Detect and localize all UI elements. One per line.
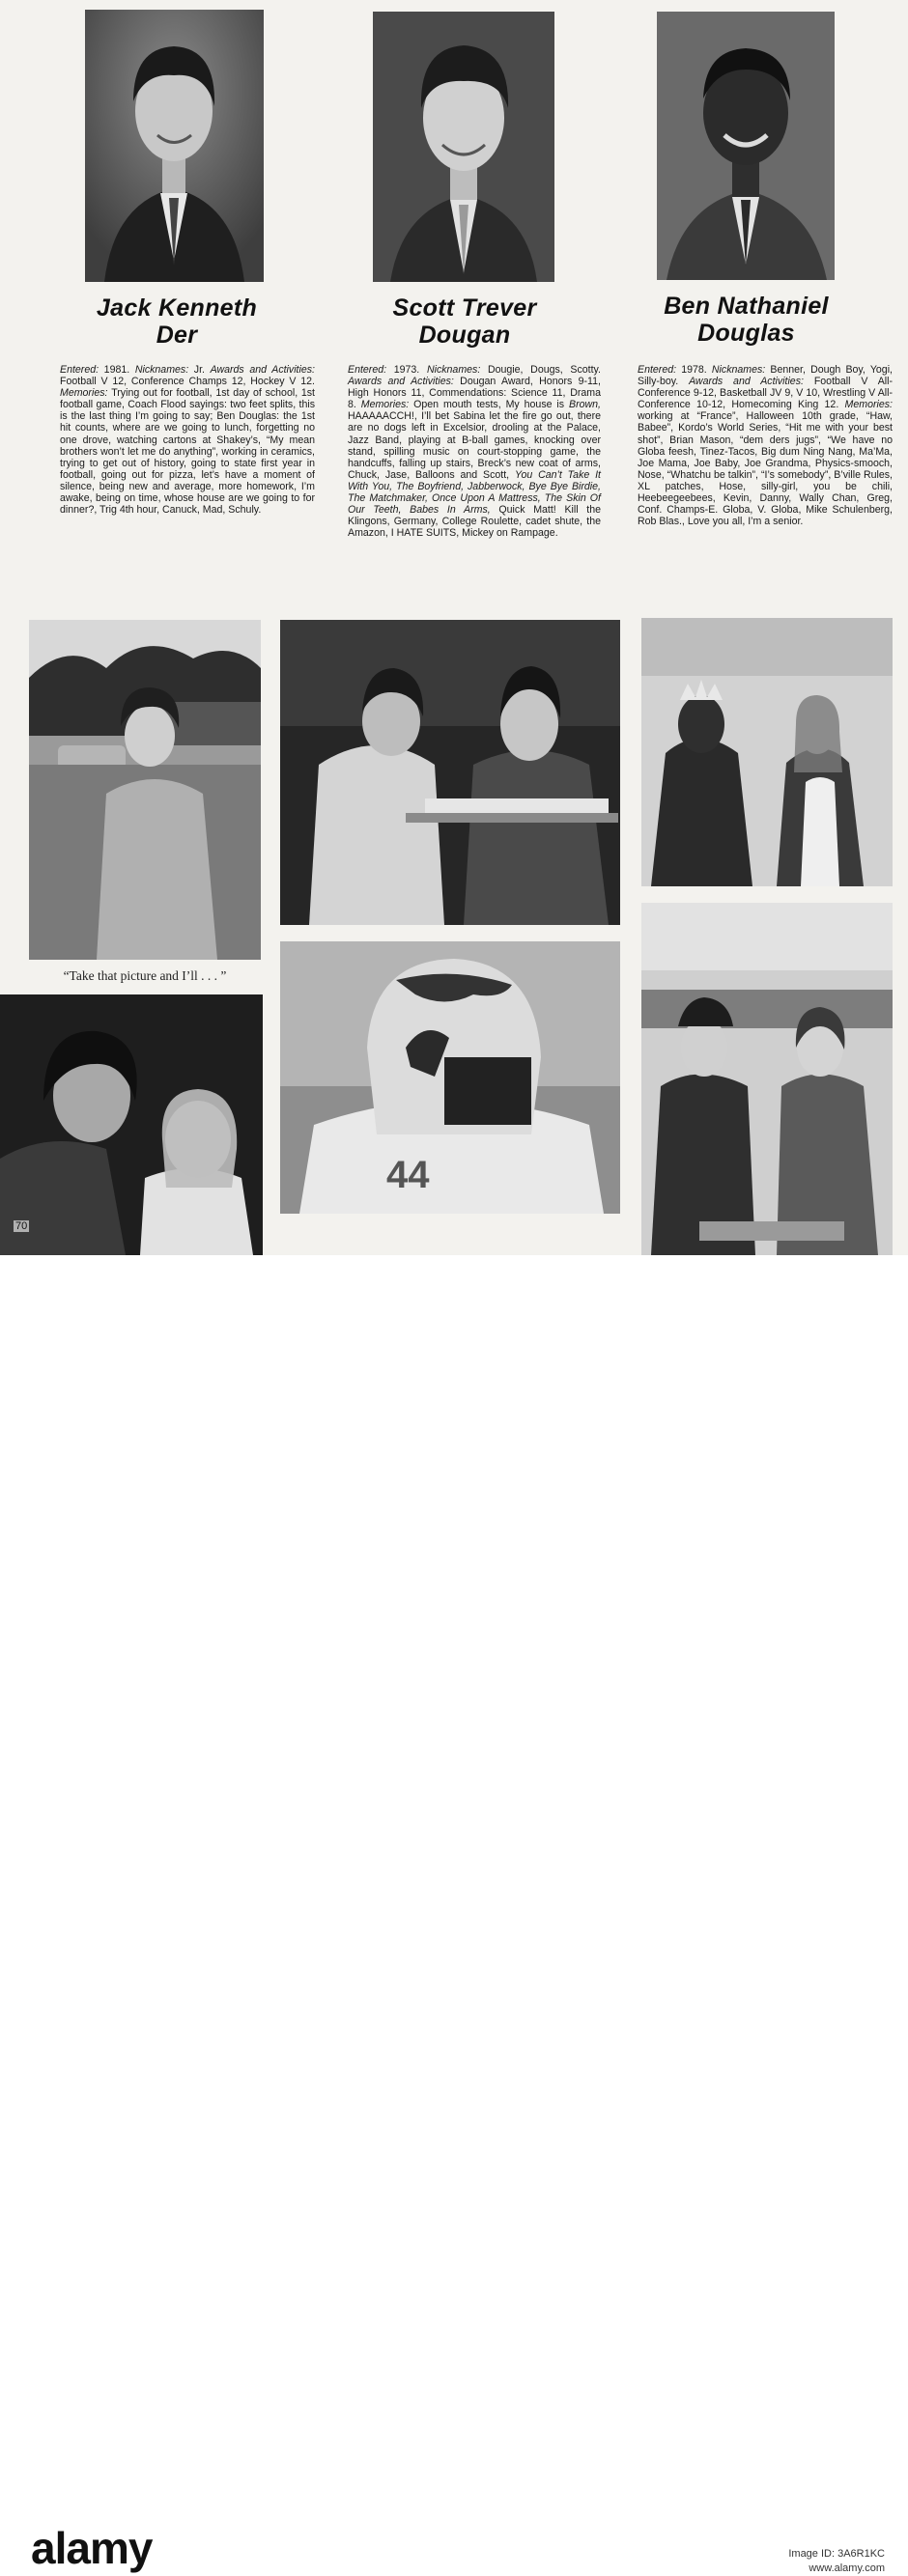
yearbook-page (0, 0, 908, 1255)
bio-segment: Trying out for football, 1st day of school, 1st football game, Coach Flood sayings: two feet splits, this is the last thing I’m going to say; Ben Douglas: the 1st hit counts, where are we going to lunch, forgetting no one drove, watching cartons at Shakey’s, “My mean brothers won’t let me do anything”, working in ceramics, trying to get out of history, going to state first year in football, going out for pizza, let’s have a moment of silence, being new and average, more homework, I’m awake, being on time, whose house are we going to for dinner?, Trig 4th hour, Canuck, Mad, Schuly. (60, 387, 316, 517)
candid-friends-hallway-photo (0, 994, 263, 1255)
bio-segment: Dougan Award, Honors 9-11, High Honors 11, Commendations: Science 11, Drama 8. (348, 376, 601, 411)
candid-students-costume-photo (641, 903, 893, 1255)
bio-segment: Entered: (638, 364, 682, 376)
name-line: Dougan (418, 322, 511, 349)
watermark-footer (0, 1255, 908, 2574)
bio-segment: Memories: (60, 387, 112, 400)
footer-meta (788, 2547, 885, 2576)
portrait-scott-dougan (373, 12, 554, 282)
senior-name-scott-dougan (363, 294, 566, 349)
candid-students-at-desk-photo (280, 620, 620, 925)
bio-segment: Quick Matt! Kill the Klingons, Germany, College Roulette, cadet shute, the Amazon, I HATE SUITS, Mickey on Rampage. (348, 504, 602, 540)
bio-segment: Memories: (844, 399, 893, 411)
name-line: Douglas (697, 320, 795, 347)
bio-segment: Nicknames: (426, 364, 488, 376)
senior-bio-jack-der (60, 364, 315, 516)
bio-segment: Brown, (569, 399, 601, 411)
senior-name-ben-douglas (642, 293, 850, 347)
bio-segment: Entered: (348, 364, 394, 376)
portrait-jack-der (85, 10, 264, 282)
bio-segment: Nicknames: (711, 364, 771, 376)
candid-homecoming-king-queen-photo (641, 618, 893, 886)
bio-segment: Memories: (360, 399, 414, 411)
senior-bio-scott-dougan (348, 364, 601, 539)
bio-segment: Dougie, Dougs, Scotty. (487, 364, 602, 376)
photo-caption: “Take that picture and I’ll . . . ” (63, 968, 227, 983)
bio-segment: You Can’t Take It With You, The Boyfriend, Jabberwock, Bye Bye Birdie, The Matchmaker, Once Upon A Mattress, The Skin Of Our Teeth, Babes In Arms, (348, 468, 601, 517)
name-line: Scott Trever (392, 294, 537, 322)
name-line: Ben Nathaniel (664, 293, 829, 320)
image-id: Image ID: 3A6R1KC (788, 2548, 885, 2560)
svg-text:44: 44 (386, 1154, 430, 1196)
bio-segment: 1973. (393, 364, 427, 376)
candid-student-outdoors-photo (29, 620, 261, 960)
bio-segment: Entered: (60, 364, 104, 376)
bio-segment: HAAAAACCH!, I’ll bet Sabina let the fire go out, there are no dogs left in Excelsior, drooling at the Palace, Jazz Band, playing at B-ball games, knocking over stand, spilling music on court-stopping game, the handcuffs, falling up stairs, Breck’s new coat of arms, Chuck, Jase, Balloons and Scott, (348, 410, 601, 481)
name-line: Jack Kenneth (96, 294, 258, 322)
page-number: 70 (15, 1220, 28, 1232)
bio-segment: Nicknames: (134, 364, 194, 376)
bio-segment: Awards and Activities: (210, 364, 315, 376)
bio-segment: Jr. (193, 364, 211, 376)
name-line: Der (156, 322, 198, 349)
bio-segment: Awards and Activities: (689, 376, 814, 388)
alamy-logo: alamy (31, 2523, 153, 2573)
senior-name-jack-der (75, 294, 278, 349)
candid-football-player-helmet-photo (280, 941, 620, 1214)
bio-segment: Awards and Activities: (348, 376, 461, 388)
bio-segment: Football V 12, Conference Champs 12, Hockey V 12. (60, 376, 315, 388)
bio-segment: Open mouth tests, My house is (413, 399, 570, 411)
bio-segment: Football V All-Conference 9-12, Basketball JV 9, V 10, Wrestling V All-Conference 10-12, Homecoming King 12. (638, 376, 894, 411)
site-url: www.alamy.com (809, 2562, 885, 2574)
portrait-ben-douglas (657, 12, 835, 280)
bio-segment: 1981. (103, 364, 135, 376)
bio-segment: working at “France”, Halloween 10th grade, “Haw, Babee”, Kordo’s World Series, “Hit me with your best shot”, Brian Mason, “dem ders jugs”, “We have no Globa feesh, Tinez-Tacos, Big dum Ning Nang, Ma’Ma, Joe Mama, Joe Baby, Joe Grandma, Physics-smooch, Nose, “Whatchu be talkin”, “I’s somebody”, B’ville Rules, XL patches, Hose, silly-girl, you be chili, Heebeegeebees, Kevin, Danny, Wally Chan, Greg, Conf. Champs-E. Globa, V. Globa, Mike Schulenberg, Rob Blas., Love you all, I’m a senior. (638, 410, 893, 528)
bio-segment: Benner, Dough Boy, Yogi, Silly-boy. (638, 364, 893, 388)
senior-bio-ben-douglas (638, 364, 893, 527)
bio-segment: 1978. (681, 364, 712, 376)
